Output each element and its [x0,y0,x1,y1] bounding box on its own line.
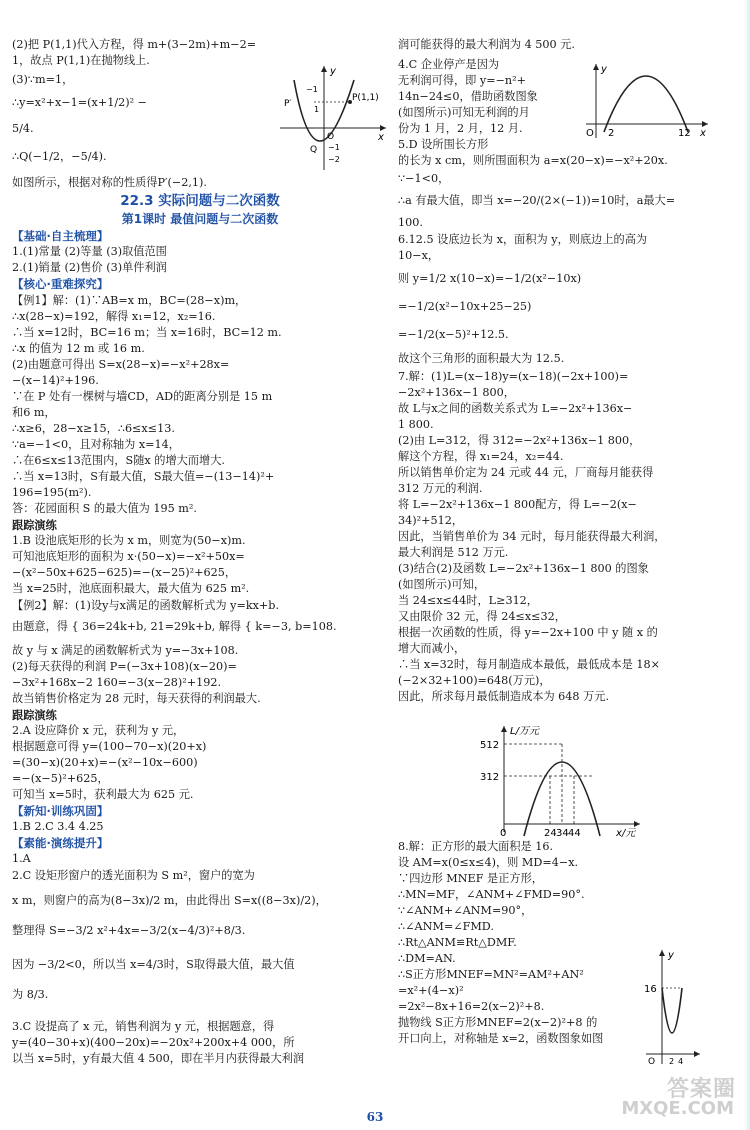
section-title: 跟踪演练 [12,518,57,532]
text-line: =2x²−8x+16=2(x−2)²+8. [398,1000,545,1013]
text-line: 2.(1)销量 (2)售价 (3)单件利润 [12,261,167,274]
text-line: 1.(1)常量 (2)等量 (3)取值范围 [12,245,167,258]
text-line: 100. [398,216,423,229]
text-line: ∵在 P 处有一棵树与墙CD，AD的距离分别是 15 m [12,390,273,403]
text-line: ∴当 x=13时，S有最大值，S最大值=−(13−14)²+ [12,470,275,483]
text-line: ∴S正方形MNEF=MN²=AM²+AN² [398,968,584,981]
text-line: 2.C 设矩形窗户的透光面积为 S m²，窗户的宽为 [12,869,255,882]
text-line: ∴当 x=12时，BC=16 m；当 x=16时，BC=12 m. [12,326,282,339]
text-line: 最大利润是 512 万元. [398,546,509,559]
fig1-origin-label: O [327,132,335,142]
text-line: 根据题意可得 y=(100−70−x)(20+x) [12,740,207,753]
section-title: 22.3 实际问题与二次函数 [120,193,280,209]
text-line: 因此，当销售单价为 34 元时，每月能获得最大利润， [398,530,666,543]
text-line: ∴a 有最大值，即当 x=−20/(2×(−1))=10时，a最大= [398,194,676,207]
fig2-y-label: y [601,64,607,75]
text-line: 增大而减小， [398,642,466,655]
fig2-origin-label: O [586,128,594,139]
text-line: 以当 x=5时，y有最大值 4 500，即在半月内获得最大利润 [12,1052,305,1065]
text-line: 5.D 设所围长方形 [398,138,489,151]
fig1-p-label: P(1,1) [352,93,379,103]
text-line: =x²+(4−x)² [398,984,464,997]
text-line: 14n−24≤0，借助函数图象 [398,90,538,103]
text-line: (−2×32+100)=648(万元)， [398,674,551,687]
text-line: 6.12.5 设底边长为 x，面积为 y，则底边上的高为 [398,233,648,246]
watermark-url: MXQE.COM [621,1098,734,1119]
text-line: 1.A [12,852,31,865]
text-line: ∴y=x²+x−1=(x+1/2)² − [12,96,147,109]
text-line: 所以销售单价定为 24 元或 44 元，厂商每月能获得 [398,466,654,479]
text-line: 1.B 设池底矩形的长为 x m，则宽为(50−x)m. [12,534,246,547]
fig1-y-label: y [330,66,336,77]
text-line: 8.解：正方形的最大面积是 16. [398,840,554,853]
text-line: (3)∵m=1， [12,73,74,86]
text-line: =−1/2(x−5)²+12.5. [398,328,509,341]
text-line: ∴x 的值为 12 m 或 16 m. [12,342,145,355]
text-line: 由题意，得 { 36=24k+b, 21=29k+b, 解得 { k=−3, b=108. [12,620,337,633]
text-line: −(x²−50x+625−625)=−(x−25)²+625， [12,566,237,579]
text-line: ∴Q(−1/2，−5/4). [12,150,107,163]
figure-profit-L [480,720,660,838]
text-line: 4.C 企业停产是因为 [398,58,500,71]
text-line: 和6 m， [12,406,56,419]
fig4-tick-2: 2 [669,1057,675,1066]
section-heading: 【基础·自主梳理】 [12,229,109,243]
text-line: ∵四边形 MNEF 是正方形， [398,872,543,885]
text-line: 则 y=1/2 x(10−x)=−1/2(x²−10x) [398,272,582,285]
text-line: 1，故点 P(1,1)在抛物线上. [12,54,150,67]
fig3-title: L/万元 [510,726,539,737]
text-line: 【例2】解：(1)设y与x满足的函数解析式为 y=kx+b. [12,599,280,612]
text-line: ∴在6≤x≤13范围内，S随x 的增大而增大. [12,454,225,467]
text-line: 设 AM=x(0≤x≤4)，则 MD=4−x. [398,856,579,869]
text-line: 【例1】解：(1)∵AB=x m，BC=(28−x)m， [12,294,247,307]
text-line: ∴当 x=32时，每月制造成本最低，最低成本是 18× [398,658,661,671]
text-line: 3.C 设提高了 x 元，销售利润为 y 元，根据题意，得 [12,1020,275,1033]
section-title: 第1课时 最值问题与二次函数 [121,212,279,226]
text-line: ∵−1<0， [398,172,450,185]
text-line: 根据一次函数的性质，得 y=−2x+100 中 y 随 x 的 [398,626,658,639]
text-line: 整理得 S=−3/2 x²+4x=−3/2(x−4/3)²+8/3. [12,924,246,937]
text-line: =(30−x)(20+x)=−(x²−10x−600) [12,756,198,769]
text-line: −3x²+168x−2 160=−3(x−28)²+192. [12,676,222,689]
text-line: 如图所示，根据对称的性质得P′(−2,1). [12,176,207,189]
text-line: 故 L与x之间的函数关系式为 L=−2x²+136x− [398,402,633,415]
text-line: =−1/2(x²−10x+25−25) [398,300,532,313]
fig3-ytick-512: 512 [480,740,500,751]
text-line: 312 万元的利润. [398,482,483,495]
watermark: 答案圈 [666,1077,736,1102]
figure-parabola-pq [280,62,390,172]
text-line: 答：花园面积 S 的最大值为 195 m². [12,502,197,515]
text-line: 1 800. [398,418,434,431]
text-line: 故这个三角形的面积最大为 12.5. [398,352,565,365]
text-line: =−(x−5)²+625， [12,772,109,785]
text-line: 将 L=−2x²+136x−1 800配方，得 L=−2(x− [398,498,637,511]
fig3-xtick-24: 24 [544,828,557,838]
fig3-xtick-34: 34 [556,828,569,838]
fig1-tick-neg2: −2 [328,155,340,164]
text-line: (3)结合(2)及函数 L=−2x²+136x−1 800 的图象 [398,562,649,575]
fig2-x-label: x [700,128,706,139]
fig4-origin-label: O [648,1057,656,1066]
text-line: 因为 −3/2<0，所以当 x=4/3时，S取得最大值，最大值 [12,958,295,971]
text-line: (如图所示)可知无利润的月 [398,106,530,119]
text-line: (2)由题意可得出 S=x(28−x)=−x²+28x= [12,358,230,371]
text-line: (2)把 P(1,1)代入方程，得 m+(3−2m)+m−2= [12,38,257,51]
text-line: 34)²+512， [398,514,464,527]
text-line: 196=195(m²). [12,486,92,499]
fig3-xtick-0: 0 [500,828,507,838]
fig1-tick-neg1: −1 [328,143,340,152]
text-line: −(x−14)²+196. [12,374,99,387]
fig3-xlabel: x/元 [616,828,636,838]
fig1-tick-neg1x: −1 [306,85,318,94]
fig2-root-12: 12 [678,128,691,139]
text-line: ∵∠ANM+∠ANM=90°， [398,904,533,917]
text-line: 10−x， [398,249,440,262]
fig1-x-label: x [378,132,384,143]
fig4-y-label: y [668,950,674,961]
fig4-16-label: 16 [644,984,657,995]
text-line: −2x²+136x−1 800， [398,386,515,399]
text-line: (2)每天获得的利润 P=(−3x+108)(x−20)= [12,660,237,673]
section-title: 跟踪演练 [12,708,57,722]
text-line: 故 y 与 x 满足的函数解析式为 y=−3x+108. [12,644,239,657]
text-line: 开口向上，对称轴是 x=2，函数图象如图 [398,1032,604,1045]
text-line: 为 8/3. [12,988,49,1001]
text-line: 5/4. [12,122,34,135]
section-heading: 【新知·训练巩固】 [12,804,109,818]
text-line: 解这个方程，得 x₁=24，x₂=44. [398,450,564,463]
text-line: 可知池底矩形的面积为 x·(50−x)=−x²+50x= [12,550,245,563]
figure-square-area [642,946,702,1066]
page-number: 63 [366,1110,384,1124]
text-line: 7.解：(1)L=(x−18)y=(x−18)(−2x+100)= [398,370,629,383]
text-line: 1.B 2.C 3.4 4.25 [12,820,104,833]
text-line: x m，则窗户的高为(8−3x)/2 m，由此得出 S=x((8−3x)/2)， [12,894,327,907]
text-line: 无利润可得，即 y=−n²+ [398,74,527,87]
text-line: 可知当 x=5时，获利最大为 625 元. [12,788,194,801]
text-line: 因此，所求每月最低制造成本为 648 万元. [398,690,610,703]
section-heading: 【核心·重难探究】 [12,277,109,291]
text-line: ∴x(28−x)=192，解得 x₁=12，x₂=16. [12,310,216,323]
text-line: ∴Rt△ANM≌Rt△DMF. [398,936,517,949]
text-line: 又由限价 32 元，得 24≤x≤32， [398,610,566,623]
section-heading: 【素能·演练提升】 [12,836,109,850]
text-line: 的长为 x cm，则所围面积为 a=x(20−x)=−x²+20x. [398,154,668,167]
fig2-root-2: 2 [608,128,615,139]
text-line: 当 24≤x≤44时，L≥312， [398,594,538,607]
fig1-tick-1: 1 [314,105,320,114]
text-line: 份为 1 月，2 月，12 月. [398,122,523,135]
text-line: (如图所示)可知， [398,578,486,591]
fig3-ytick-312: 312 [480,772,500,783]
fig4-tick-4: 4 [678,1057,684,1066]
text-line: ∴MN=MF，∠ANM+∠FMD=90°. [398,888,585,901]
text-line: 当 x=25时，池底面积最大，最大值为 625 m². [12,582,250,595]
text-line: ∴x≥6，28−x≥15，∴6≤x≤13. [12,422,175,435]
fig3-xtick-44: 44 [568,828,581,838]
text-line: ∵a=−1<0，且对称轴为 x=14， [12,438,180,451]
text-line: (2)由 L=312，得 312=−2x²+136x−1 800， [398,434,641,447]
page-edge [744,0,750,1130]
text-line: ∴∠ANM=∠FMD. [398,920,494,933]
figure-month-profit [582,60,712,140]
text-line: ∴DM=AN. [398,952,456,965]
fig1-q-label: Q [310,145,318,155]
text-line: 2.A 设应降价 x 元，获利为 y 元， [12,724,185,737]
text-line: 故当销售价格定为 28 元时，每天获得的利润最大. [12,692,261,705]
text-line: y=(40−30+x)(400−20x)=−20x²+200x+4 000，所 [12,1036,295,1049]
fig1-pprime-label: P′ [284,99,292,109]
text-line: 润可能获得的最大利润为 4 500 元. [398,38,575,51]
text-line: 抛物线 S正方形MNEF=2(x−2)²+8 的 [398,1016,598,1029]
